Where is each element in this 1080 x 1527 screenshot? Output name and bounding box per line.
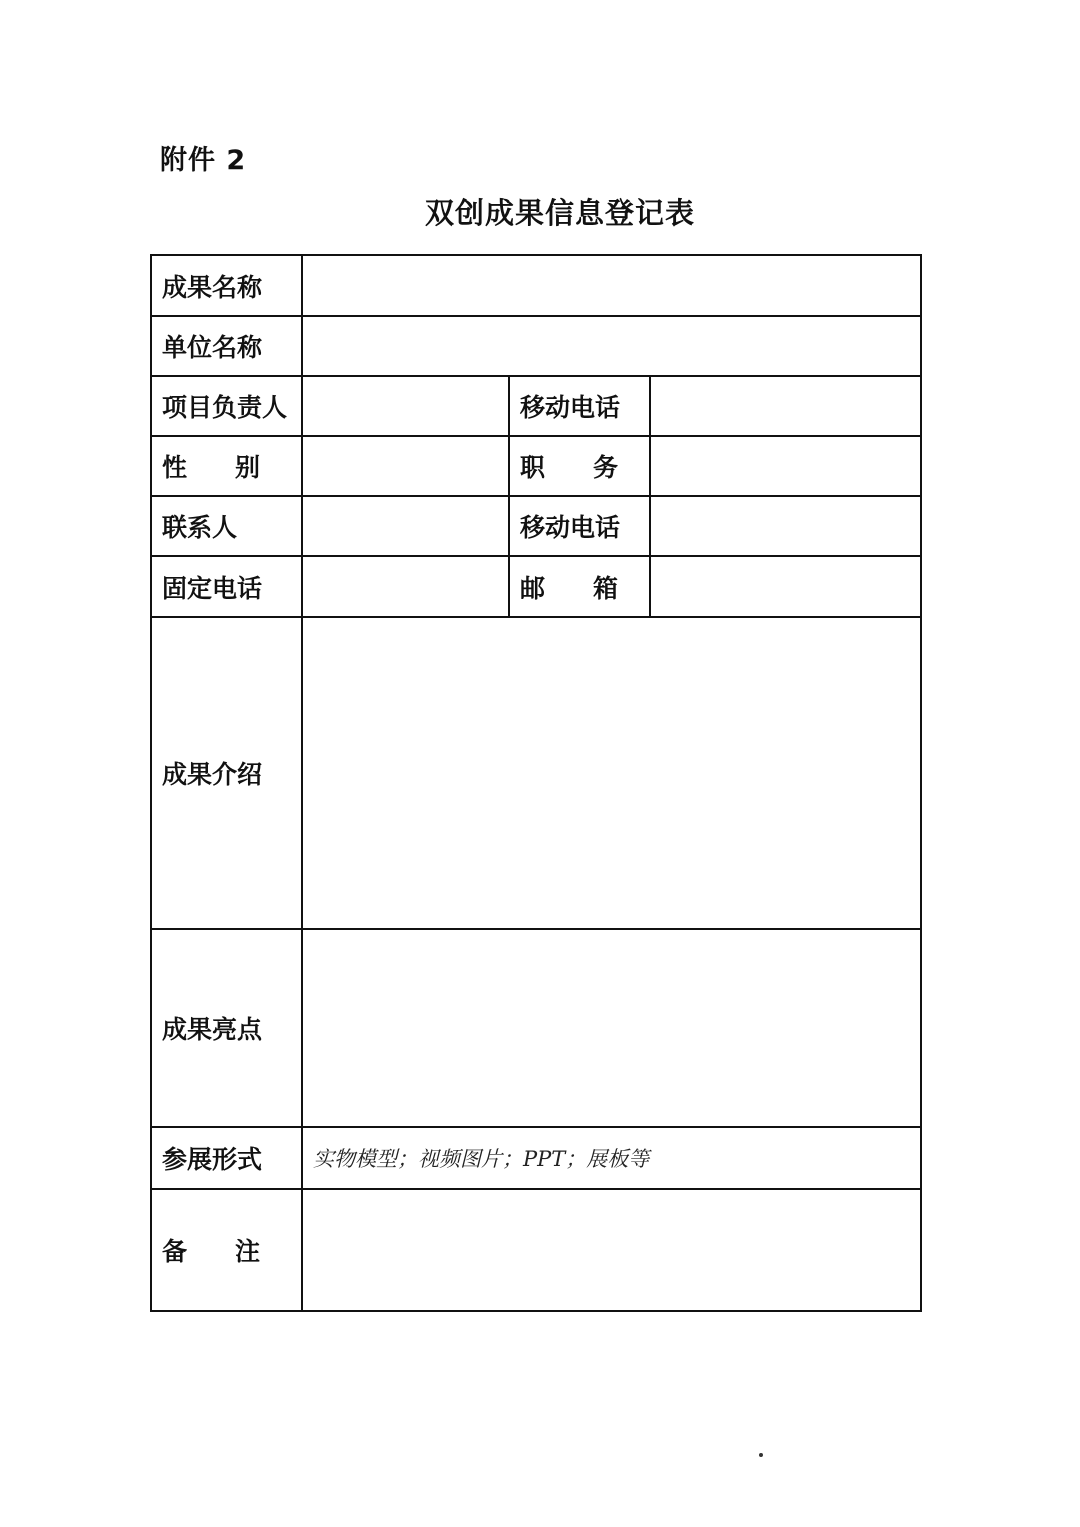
label-introduction: 成果介绍 [151, 617, 302, 929]
label-gender-char-2: 别 [234, 453, 260, 482]
registration-form-table [150, 254, 922, 1312]
field-highlights[interactable] [302, 929, 921, 1127]
row-unit-name [151, 316, 921, 376]
label-gender [151, 436, 302, 496]
row-contact [151, 496, 921, 556]
row-remarks [151, 1189, 921, 1311]
label-email-char-2: 箱 [592, 573, 618, 603]
row-achievement-name [151, 255, 921, 316]
label-gender-char-1: 性 [162, 453, 188, 482]
scan-speck [759, 1453, 763, 1457]
row-gender [151, 436, 921, 496]
label-mobile-phone-1: 移动电话 [509, 376, 650, 436]
label-position [509, 436, 650, 496]
field-landline[interactable] [302, 556, 509, 617]
label-remarks-char-2: 注 [234, 1237, 260, 1266]
field-unit-name[interactable] [302, 316, 921, 376]
label-achievement-name: 成果名称 [151, 255, 302, 316]
form-title: 双创成果信息登记表 [424, 196, 695, 230]
field-achievement-name[interactable] [302, 255, 921, 316]
label-position-char-2: 务 [592, 453, 618, 482]
exhibit-form-note: 实物模型；视频图片；PPT；展板等 [313, 1147, 650, 1171]
field-position[interactable] [650, 436, 921, 496]
field-gender[interactable] [302, 436, 509, 496]
row-exhibit-form [151, 1127, 921, 1189]
label-project-leader: 项目负责人 [151, 376, 302, 436]
field-remarks[interactable] [302, 1189, 921, 1311]
label-position-char-1: 职 [520, 453, 546, 482]
row-highlights [151, 929, 921, 1127]
field-project-leader[interactable] [302, 376, 509, 436]
field-mobile-phone-1[interactable] [650, 376, 921, 436]
row-project-leader [151, 376, 921, 436]
row-introduction [151, 617, 921, 929]
label-email [509, 556, 650, 617]
field-exhibit-form[interactable] [302, 1127, 921, 1189]
label-remarks [151, 1189, 302, 1311]
label-unit-name: 单位名称 [151, 316, 302, 376]
attachment-label: 附件 2 [160, 145, 247, 176]
label-exhibit-form: 参展形式 [151, 1127, 302, 1189]
label-contact: 联系人 [151, 496, 302, 556]
label-remarks-char-1: 备 [162, 1237, 188, 1266]
field-email[interactable] [650, 556, 921, 617]
label-landline: 固定电话 [151, 556, 302, 617]
field-mobile-phone-2[interactable] [650, 496, 921, 556]
field-introduction[interactable] [302, 617, 921, 929]
label-mobile-phone-2: 移动电话 [509, 496, 650, 556]
label-email-char-1: 邮 [520, 573, 546, 603]
label-highlights: 成果亮点 [151, 929, 302, 1127]
field-contact[interactable] [302, 496, 509, 556]
row-landline [151, 556, 921, 617]
